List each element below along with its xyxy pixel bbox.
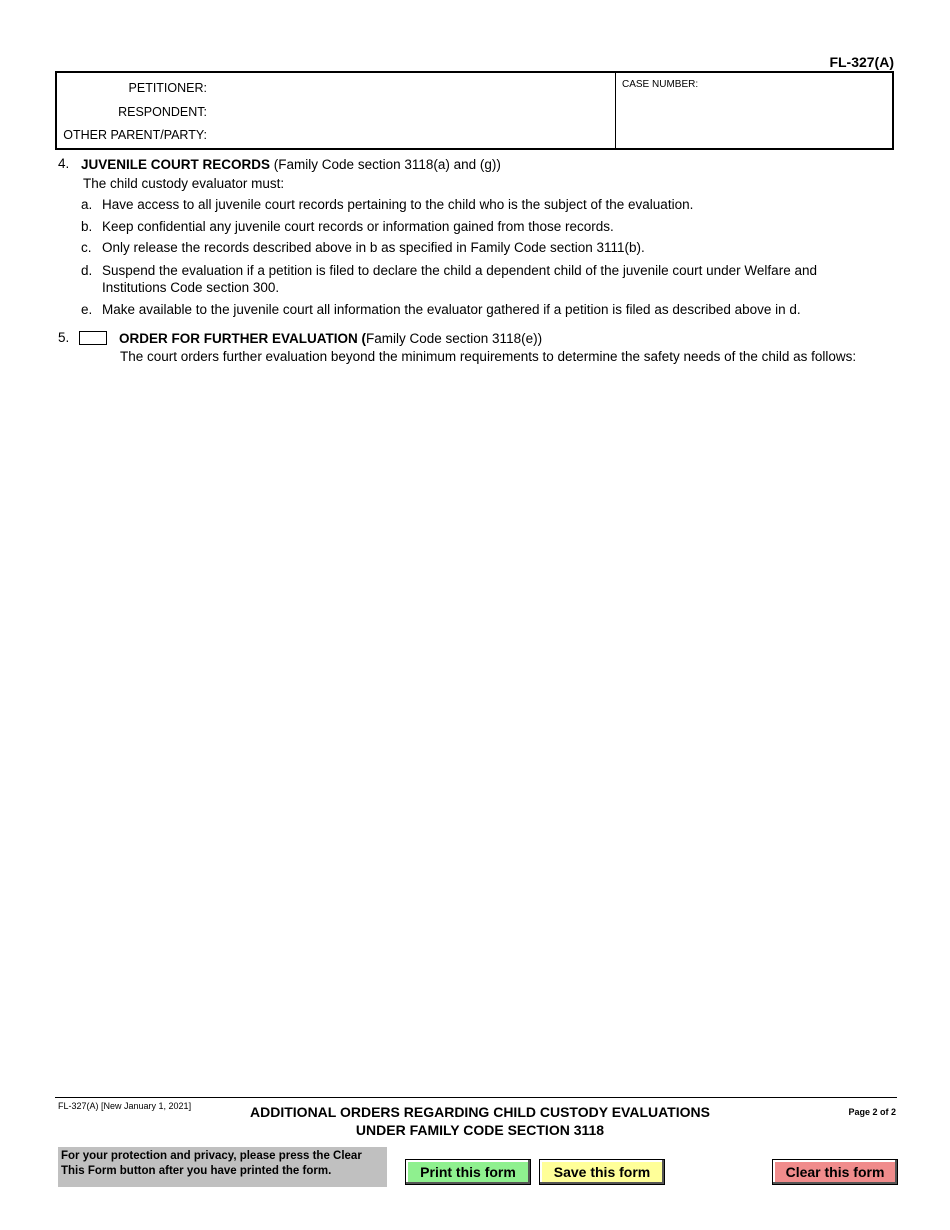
form-title-line-2: UNDER FAMILY CODE SECTION 3118: [355, 1122, 605, 1138]
subitem-text-d: Suspend the evaluation if a petition is filed to declare the child a dependent child of the juvenile court under Welfare and: [102, 263, 817, 278]
subitem-text-b: Keep confidential any juvenile court records or information gained from those records.: [102, 219, 614, 234]
print-form-button[interactable]: Print this form: [405, 1159, 531, 1185]
item-5-heading: ORDER FOR FURTHER EVALUATION (: [119, 331, 366, 346]
item-4-cite: (Family Code section 3118(a) and (g)): [273, 157, 501, 172]
footer-divider: [55, 1097, 897, 1098]
item-5-cite: Family Code section 3118(e)): [366, 331, 543, 346]
form-id: FL-327(A): [829, 54, 894, 70]
petitioner-label: PETITIONER:: [128, 81, 207, 95]
item-5-heading-line: [119, 330, 542, 347]
form-title: [220, 1103, 740, 1139]
subitem-letter-d: d.: [81, 263, 93, 278]
subitem-letter-b: b.: [81, 219, 93, 234]
item-4-heading-line: [81, 156, 501, 173]
subitem-letter-a: a.: [81, 197, 93, 212]
subitem-text-a: Have access to all juvenile court records pertaining to the child who is the subject of the evaluation.: [102, 197, 694, 212]
subitem-text-e: Make available to the juvenile court all information the evaluator gathered if a petition is filed as described above in d.: [102, 302, 801, 317]
page-number: Page 2 of 2: [848, 1107, 896, 1117]
item-5-number: 5.: [58, 330, 70, 345]
clear-form-button[interactable]: Clear this form: [772, 1159, 898, 1185]
subitem-text-d-cont: Institutions Code section 300.: [102, 280, 280, 295]
case-number-label: CASE NUMBER:: [622, 79, 699, 90]
item-4-intro: The child custody evaluator must:: [83, 176, 285, 191]
caption-box: [55, 71, 894, 150]
form-title-line-1: ADDITIONAL ORDERS REGARDING CHILD CUSTODY EVALUATIONS: [250, 1104, 710, 1120]
privacy-line-1: For your protection and privacy, please press the Clear: [61, 1150, 362, 1162]
other-parent-label: OTHER PARENT/PARTY:: [63, 128, 207, 142]
privacy-notice: [58, 1147, 387, 1187]
save-form-button[interactable]: Save this form: [539, 1159, 665, 1185]
item-4-heading: JUVENILE COURT RECORDS: [81, 157, 271, 172]
respondent-label: RESPONDENT:: [118, 105, 207, 119]
privacy-line-2: This Form button after you have printed the form.: [61, 1165, 332, 1177]
item-5-text: The court orders further evaluation beyond the minimum requirements to determine the safety needs of the child as follows:: [120, 349, 857, 364]
subitem-text-c: Only release the records described above in b as specified in Family Code section 3111(b).: [102, 240, 645, 255]
form-revision: FL-327(A) [New January 1, 2021]: [58, 1101, 192, 1111]
further-evaluation-checkbox[interactable]: [79, 331, 107, 345]
subitem-letter-c: c.: [81, 240, 92, 255]
item-4-number: 4.: [58, 156, 70, 171]
subitem-letter-e: e.: [81, 302, 93, 317]
caption-parties: [57, 73, 616, 148]
